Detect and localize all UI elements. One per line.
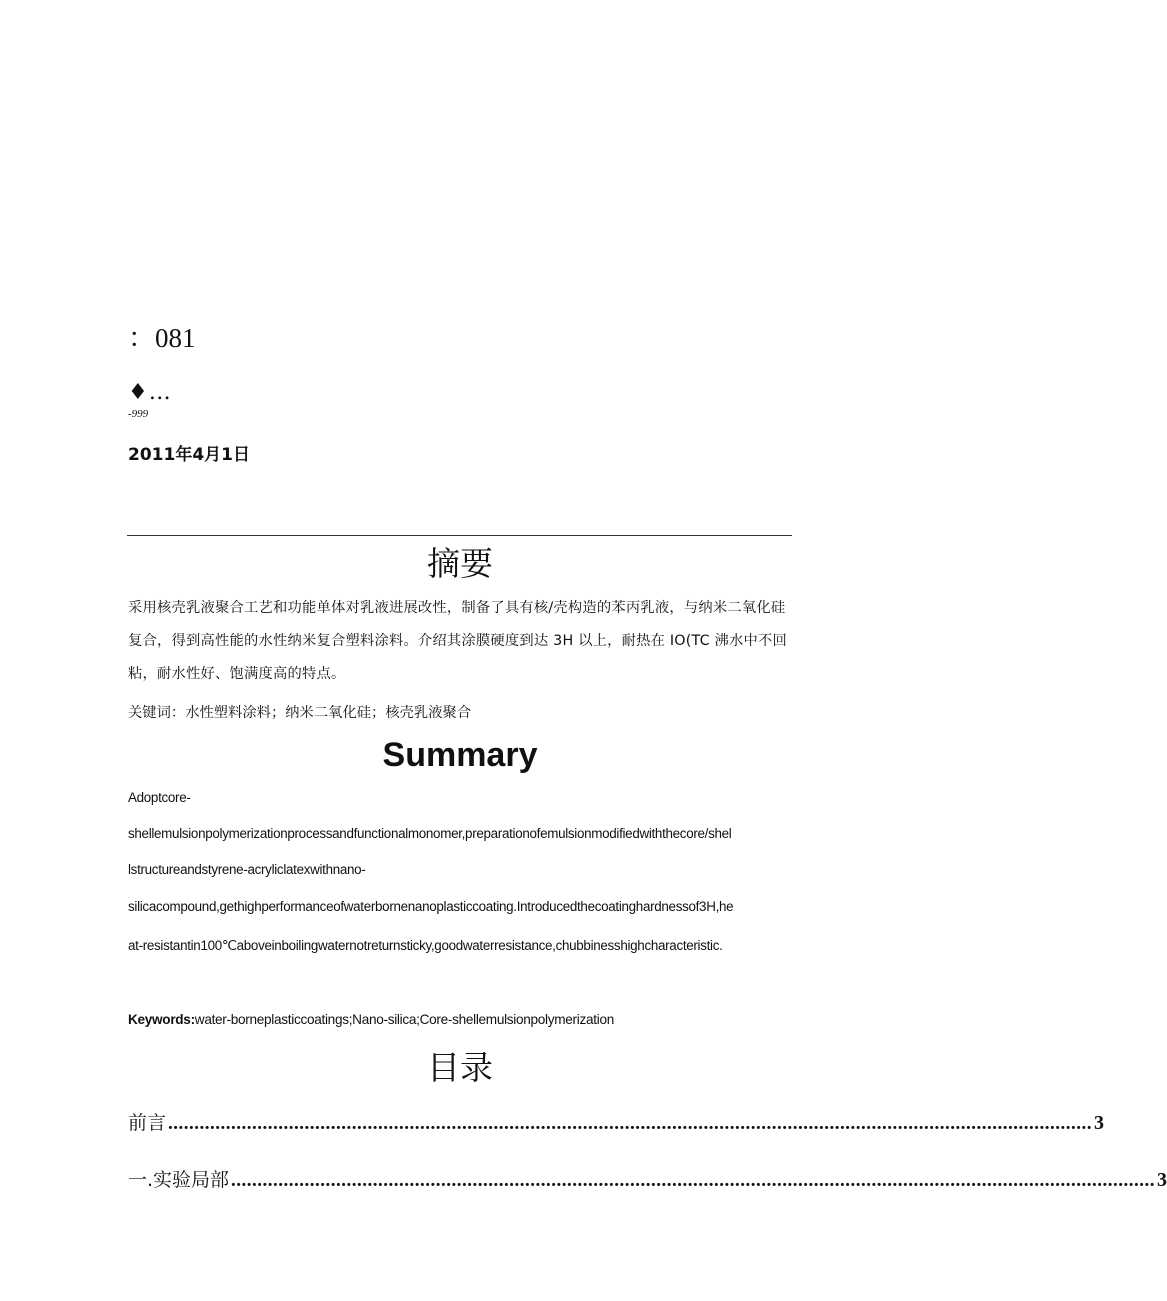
toc-leader-dots: ................................................................................................................................................................................ [168, 1113, 1093, 1134]
summary-line: Adoptcore- [128, 790, 191, 805]
abstract-keywords-label: 关键词： [128, 705, 186, 721]
toc-entry-title: 一.实验局部 [128, 1169, 230, 1191]
summary-line: at-resistantin100℃aboveinboilingwaternotreturnsticky,goodwaterresistance,chubbinesshighcharacteristic. [128, 938, 723, 953]
cover-mark: ♦… [128, 380, 172, 405]
toc-entry-experimental[interactable] [128, 1165, 1167, 1192]
summary-keywords-text: water-borneplasticcoatings;Nano-silica;Core-shellemulsionpolymerization [194, 1012, 614, 1027]
summary-heading: Summary [382, 736, 538, 774]
toc-leader-dots: ................................................................................................................................................................................ [231, 1170, 1156, 1191]
toc-entry-title: 前言 [128, 1112, 167, 1134]
section-divider [127, 535, 792, 536]
summary-line: shellemulsionpolymerizationprocessandfunctionalmonomer,preparationofemulsionmodifiedwiththecore/shel [128, 826, 732, 841]
cover-small-text: -999 [128, 408, 149, 420]
toc-entry-preface[interactable] [128, 1108, 1105, 1135]
summary-keywords [128, 1012, 614, 1027]
cover-date: 2011年4月1日 [128, 445, 250, 465]
abstract-keywords-text: 水性塑料涂料；纳米二氧化硅；核壳乳液聚合 [185, 705, 472, 721]
summary-line: silicacompound,gethighperformanceofwaterbornenanoplasticcoating.Introducedthecoatinghardnessof3H,he [128, 899, 734, 914]
toc-entry-page: 3 [1157, 1169, 1167, 1191]
toc-entry-page: 3 [1094, 1112, 1105, 1134]
abstract-keywords [128, 702, 471, 722]
abstract-heading: 摘要 [427, 544, 493, 583]
cover-code: ：081 [128, 323, 196, 353]
toc-heading: 目录 [427, 1048, 493, 1087]
abstract-body: 采用核壳乳液聚合工艺和功能单体对乳液进展改性，制备了具有核/壳构造的苯丙乳液，与纳米二氧化硅复合，得到高性能的水性纳米复合塑料涂料。介绍其涂膜硬度到达 3H 以上，耐热在 IO(TC 沸水中不回粘，耐水性好、饱满度高的特点。 [128, 600, 788, 682]
summary-line: lstructureandstyrene-acryliclatexwithnano- [128, 862, 366, 877]
summary-keywords-label: Keywords: [128, 1012, 195, 1027]
